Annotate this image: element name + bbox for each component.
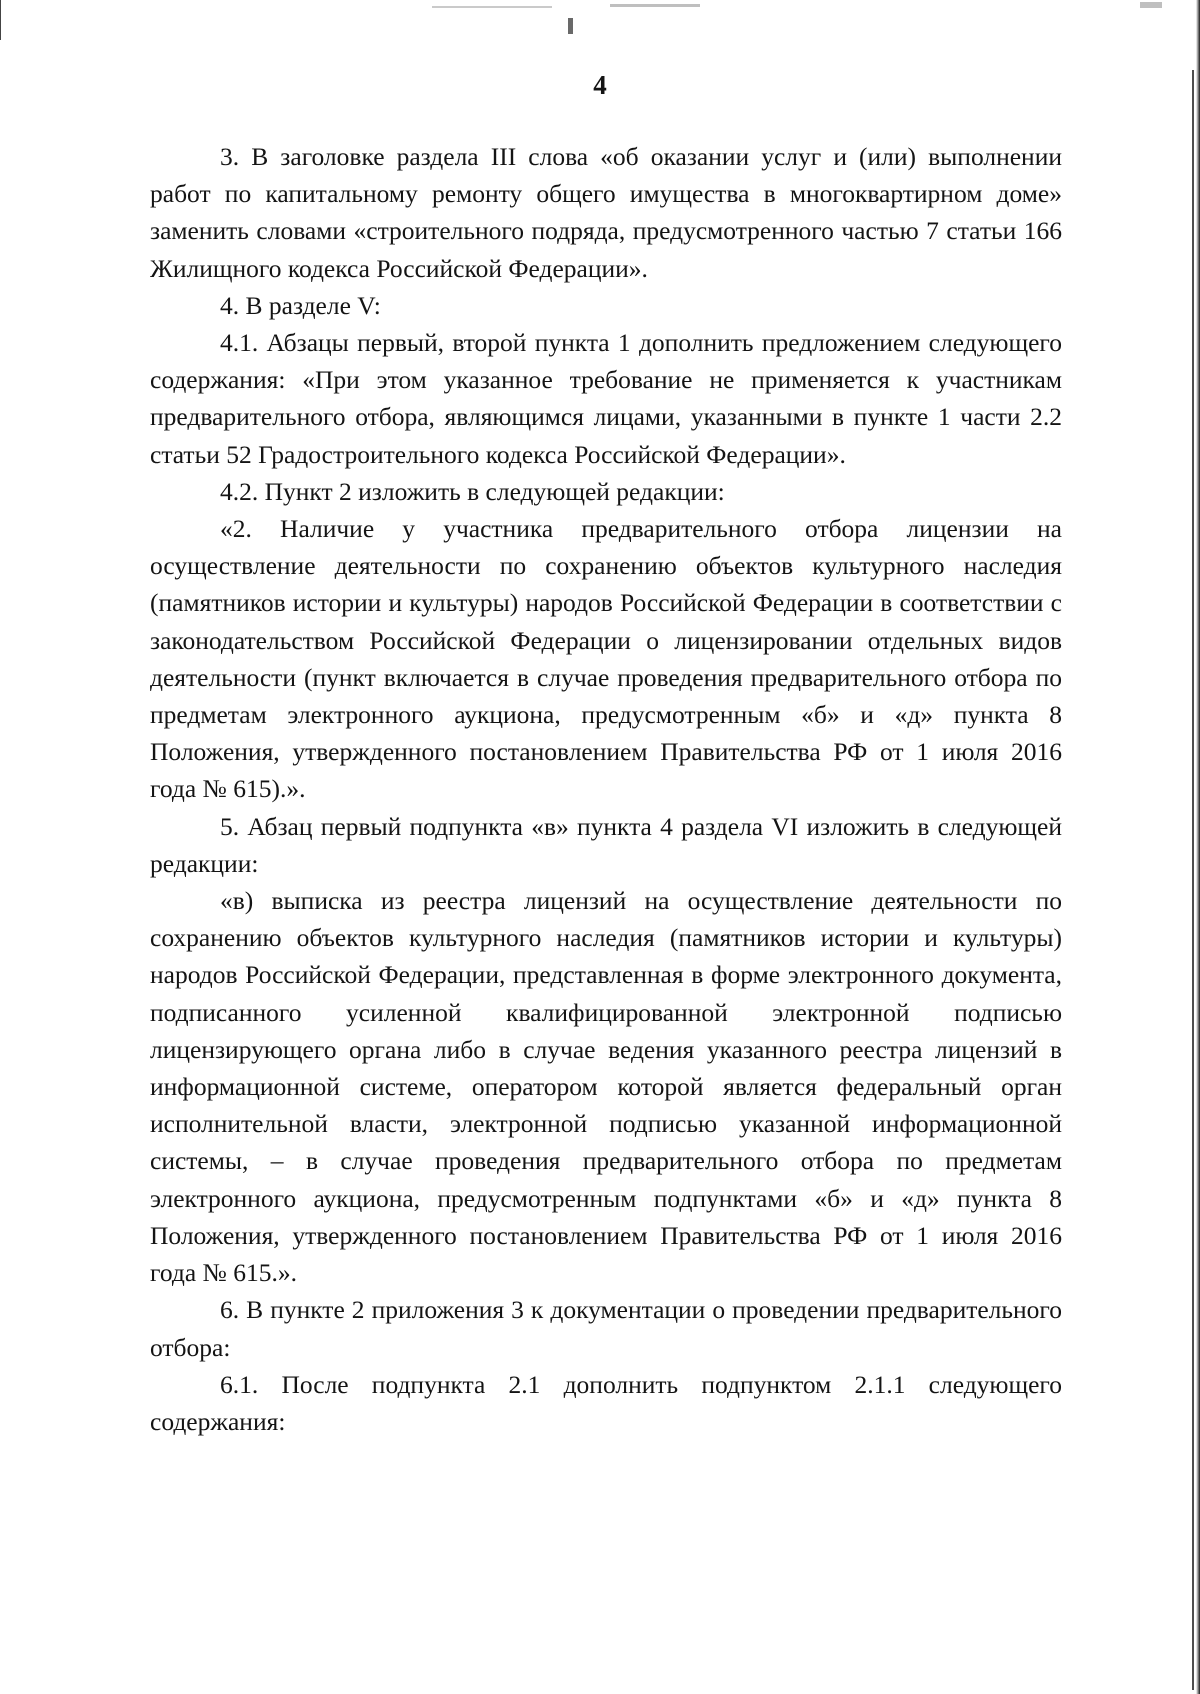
document-body	[150, 138, 1062, 1440]
scan-artifact-top-left	[432, 6, 552, 8]
scan-edge-left	[0, 0, 1, 40]
paragraph-4-2: 4.2. Пункт 2 изложить в следующей редакции:	[220, 476, 725, 506]
paragraph-4-2-quote: «2. Наличие у участника предварительного отбора лицензии на осуществление деятельности по сохранению объектов культурного наследия (памятников истории и культуры) народов Российской Федерации в соответствии с законодательством Российской Федерации о лицензировании отдельных видов деятельности (пункт включается в случае проведения предварительного отбора по предметам электронного аукциона, предусмотренным «б» и «д» пункта 8 Положения, утвержденного постановлением Правительства РФ от 1 июля 2016 года № 615).».	[150, 514, 1062, 804]
scan-edge-right	[1196, 0, 1200, 1694]
scan-artifact-corner	[1140, 2, 1162, 8]
paragraph-6-1: 6.1. После подпункта 2.1 дополнить подпунктом 2.1.1 следующего содержания:	[150, 1369, 1062, 1436]
paragraph-6: 6. В пункте 2 приложения 3 к документации о проведении предварительного отбора:	[150, 1295, 1062, 1362]
paragraph-5-quote: «в) выписка из реестра лицензий на осуществление деятельности по сохранению объектов культурного наследия (памятников истории и культуры) народов Российской Федерации, представленная в форме электронного документа, подписанного усиленной квалифицированной электронной подписью лицензирующего органа либо в случае ведения указанного реестра лицензий в информационной системе, оператором которой является федеральный орган исполнительной власти, электронной подписью указанной информационной системы, – в случае проведения предварительного отбора по предметам электронного аукциона, предусмотренным подпунктами «б» и «д» пункта 8 Положения, утвержденного постановлением Правительства РФ от 1 июля 2016 года № 615.».	[150, 886, 1062, 1288]
paragraph-4: 4. В разделе V:	[220, 290, 381, 320]
page-number: 4	[593, 70, 607, 100]
scan-artifact-top-right	[610, 4, 700, 7]
paragraph-4-1: 4.1. Абзацы первый, второй пункта 1 дополнить предложением следующего содержания: «При этом указанное требование не применяется к участникам предварительного отбора, являющимся лицами, указанными в пункте 1 части 2.2 статьи 52 Градостроительного кодекса Российской Федерации».	[150, 328, 1062, 469]
paragraph-5: 5. Абзац первый подпункта «в» пункта 4 раздела VI изложить в следующей редакции:	[150, 811, 1062, 878]
scan-edge-right-line	[1192, 70, 1194, 1690]
scan-artifact-top-center	[568, 18, 573, 34]
paragraph-3: 3. В заголовке раздела III слова «об оказании услуг и (или) выполнении работ по капитальному ремонту общего имущества в многоквартирном доме» заменить словами «строительного подряда, предусмотренного частью 7 статьи 166 Жилищного кодекса Российской Федерации».	[150, 142, 1062, 283]
